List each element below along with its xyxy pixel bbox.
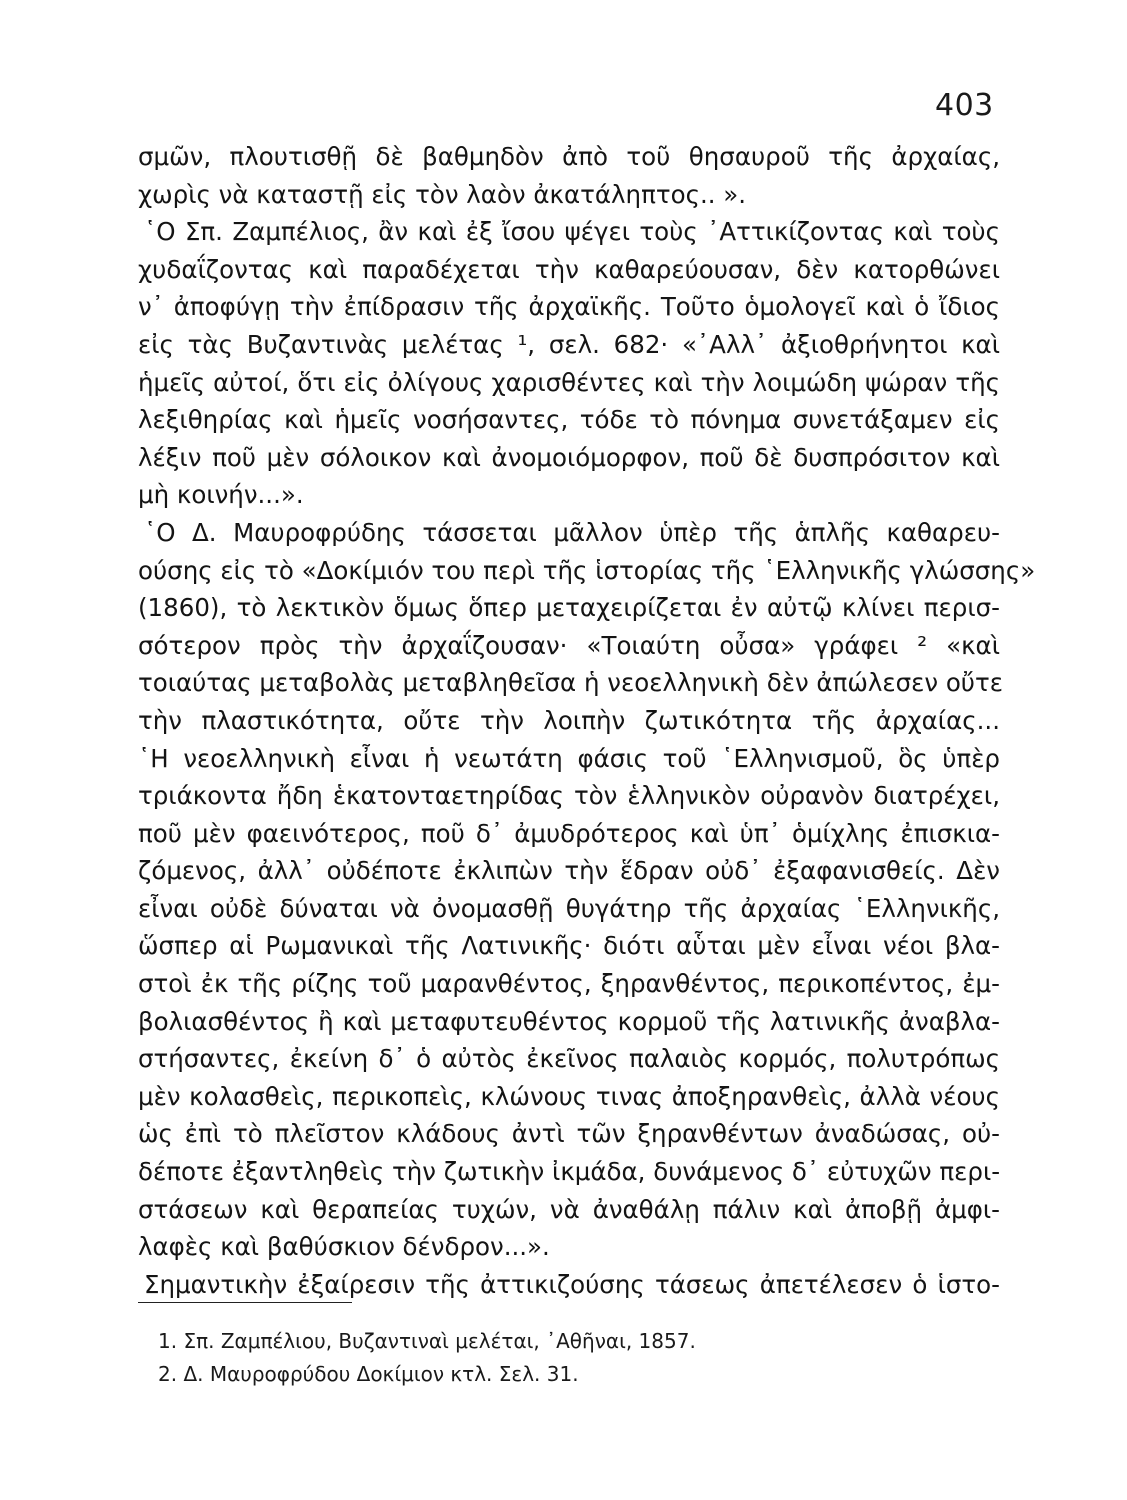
footnote-2: 2. Δ. Μαυροφρύδου Δοκίμιον κτλ. Σελ. 31. [158, 1362, 579, 1386]
text-line: μὲν κολασθεὶς, περικοπεὶς, κλώνους τινας ἀποξηρανθεὶς, ἀλλὰ νέους [138, 1081, 1000, 1111]
text-line: τὴν πλαστικότητα, οὔτε τὴν λοιπὴν ζωτικότητα τῆς ἀρχαίας... [138, 705, 1000, 735]
text-line: λεξιθηρίας καὶ ἡμεῖς νοσήσαντες, τόδε τὸ πόνημα συνετάξαμεν εἰς [138, 405, 1000, 435]
text-line: ούσης εἰς τὸ «Δοκίμιόν του περὶ τῆς ἱστορίας τῆς ῾Ελληνικῆς γλώσσης» [138, 555, 1036, 585]
text-line: τριάκοντα ἤδη ἑκατονταετηρίδας τὸν ἑλληνικὸν οὐρανὸν διατρέχει, [138, 781, 1000, 811]
text-line: (1860), τὸ λεκτικὸν ὅμως ὅπερ μεταχειρίζεται ἐν αὐτῷ κλίνει περισ- [138, 593, 1000, 623]
text-line: βολιασθέντος ἢ καὶ μεταφυτευθέντος κορμοῦ τῆς λατινικῆς ἀναβλα- [138, 1006, 1000, 1036]
footnote-1: 1. Σπ. Ζαμπέλιου, Βυζαντιναὶ μελέται, ᾿Αθῆναι, 1857. [158, 1329, 696, 1353]
page-number: 403 [935, 88, 994, 123]
text-line: ῾Ο Δ. Μαυροφρύδης τάσσεται μᾶλλον ὑπὲρ τῆς ἁπλῆς καθαρευ- [144, 517, 1000, 547]
text-line: ῾Ο Σπ. Ζαμπέλιος, ἂν καὶ ἐξ ἴσου ψέγει τοὺς ᾿Αττικίζοντας καὶ τοὺς [144, 217, 1000, 247]
text-line: λέξιν ποῦ μὲν σόλοικον καὶ ἀνομοιόμορφον, ποῦ δὲ δυσπρόσιτον καὶ [138, 442, 1000, 472]
text-line: ῾Η νεοελληνικὴ εἶναι ἡ νεωτάτη φάσις τοῦ ῾Ελληνισμοῦ, ὃς ὑπὲρ [138, 743, 1000, 773]
text-line: χωρὶς νὰ καταστῇ εἰς τὸν λαὸν ἀκατάληπτος.. ». [138, 179, 747, 209]
text-line: τοιαύτας μεταβολὰς μεταβληθεῖσα ἡ νεοελληνικὴ δὲν ἀπώλεσεν οὔτε [138, 668, 1003, 698]
body-text [138, 138, 1036, 1303]
text-line: χυδαΐζοντας καὶ παραδέχεται τὴν καθαρεύουσαν, δὲν κατορθώνει [138, 254, 1000, 284]
text-line: σότερον πρὸς τὴν ἀρχαΐζουσαν· «Τοιαύτη οὖσα» γράφει ² «καὶ [138, 630, 1000, 660]
text-line: ἡμεῖς αὐτοί, ὅτι εἰς ὀλίγους χαρισθέντες καὶ τὴν λοιμώδη ψώραν τῆς [138, 367, 1000, 397]
footnote-rule [138, 1302, 352, 1303]
text-line: ποῦ μὲν φαεινότερος, ποῦ δ᾿ ἀμυδρότερος καὶ ὑπ᾿ ὁμίχλης ἐπισκια- [138, 818, 1000, 848]
text-line: λαφὲς καὶ βαθύσκιον δένδρον...». [138, 1232, 550, 1262]
text-line: Σημαντικὴν ἐξαίρεσιν τῆς ἀττικιζούσης τάσεως ἀπετέλεσεν ὁ ἱστο- [144, 1269, 1000, 1299]
text-line: ζόμενος, ἀλλ᾿ οὐδέποτε ἐκλιπὼν τὴν ἕδραν οὐδ᾿ ἐξαφανισθείς. Δὲν [138, 856, 1000, 886]
text-line: στοὶ ἐκ τῆς ρίζης τοῦ μαρανθέντος, ξηρανθέντος, περικοπέντος, ἐμ- [138, 969, 1000, 999]
text-line: ὥσπερ αἱ Ρωμανικαὶ τῆς Λατινικῆς· διότι αὗται μὲν εἶναι νέοι βλα- [138, 931, 1000, 961]
text-line: στήσαντες, ἐκείνη δ᾿ ὁ αὐτὸς ἐκεῖνος παλαιὸς κορμός, πολυτρόπως [138, 1044, 1000, 1074]
footnotes [158, 1325, 858, 1391]
text-line: ὡς ἐπὶ τὸ πλεῖστον κλάδους ἀντὶ τῶν ξηρανθέντων ἀναδώσας, οὐ- [138, 1119, 1000, 1149]
text-line: ν᾿ ἀποφύγῃ τὴν ἐπίδρασιν τῆς ἀρχαϊκῆς. Τοῦτο ὁμολογεῖ καὶ ὁ ἴδιος [138, 292, 1000, 322]
text-line: μὴ κοινήν...». [138, 480, 304, 510]
text-line: εἰς τὰς Βυζαντινὰς μελέτας ¹, σελ. 682· «᾿Αλλ᾿ ἀξιοθρήνητοι καὶ [138, 329, 1000, 359]
text-line: δέποτε ἐξαντληθεὶς τὴν ζωτικὴν ἰκμάδα, δυνάμενος δ᾿ εὐτυχῶν περι- [138, 1157, 1001, 1187]
text-line: στάσεων καὶ θεραπείας τυχών, νὰ ἀναθάλῃ πάλιν καὶ ἀποβῇ ἀμφι- [138, 1194, 1000, 1224]
text-line: σμῶν, πλουτισθῇ δὲ βαθμηδὸν ἀπὸ τοῦ θησαυροῦ τῆς ἀρχαίας, [138, 142, 1000, 171]
text-line: εἶναι οὐδὲ δύναται νὰ ὀνομασθῇ θυγάτηρ τῆς ἀρχαίας ῾Ελληνικῆς, [138, 893, 1000, 923]
